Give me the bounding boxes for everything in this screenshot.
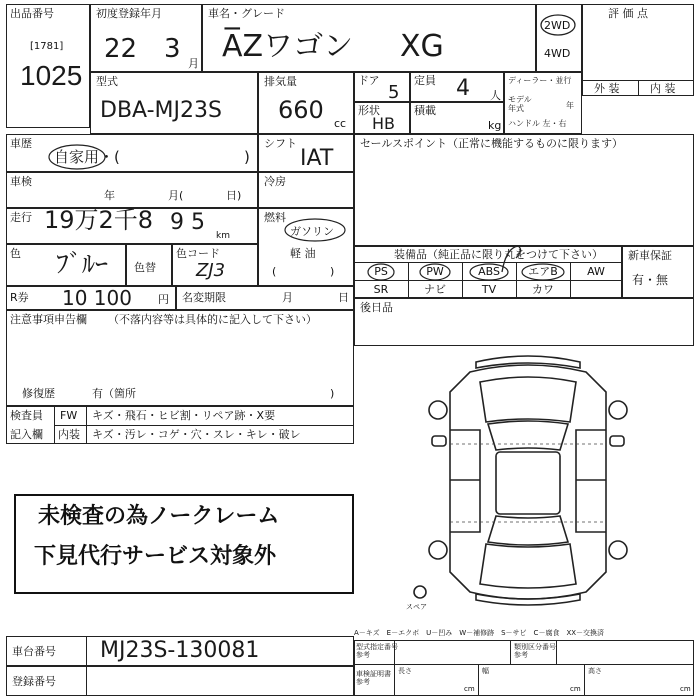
equip-abs: ABS [478,265,500,278]
notes-hint: （不落内容等は具体的に記入して下さい） [108,313,317,326]
shift-value: IAT [300,146,334,171]
mileage-value: 19万2千8 [44,206,154,234]
register-label: 登録番号 [12,675,56,688]
dealer-model-year: モデル 年式 [508,95,532,113]
fuel-paren-open: ( [272,265,277,278]
recycle-unit: 円 [158,293,169,306]
history-label: 車歴 [10,137,32,150]
selling-box [354,134,694,246]
equip-tv: TV [481,283,497,296]
fuel-label: 燃料 [264,211,286,224]
notes-label: 注意事項申告欄 [10,313,87,326]
equip-navi: ナビ [424,283,446,296]
namechange-day: 日 [338,291,349,304]
drive-2wd: 2WD [544,19,571,32]
namechange-month: 月 [282,291,293,304]
inspector-int: 内装 [58,428,80,441]
rating-ext: 外 装 [594,82,620,95]
register-box [6,666,354,696]
warranty-label: 新車保証 [628,249,672,262]
drive-2wd-circle [538,12,578,38]
inspection-month: 月( [168,189,184,202]
equipment-handmark [496,240,526,280]
dealer-handle: ハンドル 左・右 [508,119,567,128]
inspector-label2: 記入欄 [10,428,43,441]
inspector-label1: 検査員 [10,409,43,422]
equipment-label: 装備品（純正品に限り丸をつけて下さい） [394,248,603,261]
equip-ps: PS [374,265,388,278]
fuel-diesel: 軽 油 [290,247,316,260]
model-label: 型式 [96,75,118,88]
capacity-unit: 人 [490,89,501,102]
color-label: 色 [10,247,21,260]
door-value: 5 [388,82,400,103]
repair-value: 有（箇所 [92,387,136,400]
history-value: 自家用・( [54,148,120,166]
door-label: ドア [358,74,380,87]
repair-label: 修復歴 [22,387,55,400]
notice-line1: 未検査の為ノークレーム [38,504,280,529]
equip-airbag: エアB [528,265,558,278]
inspector-fw-text: キズ・飛石・ヒビ割・リペア跡・X要 [92,409,276,422]
recycle-label: R券 [10,291,29,304]
fuel-gas: ガソリン [290,225,334,238]
cert-length-unit: cm [464,685,475,693]
cert-length: 長さ [398,667,412,675]
chassis-value: MJ23S-130081 [100,638,260,663]
inspector-fw: FW [60,409,78,422]
shift-label: シフト [264,137,297,150]
rating-label: 評 価 点 [608,7,648,20]
color-change: 色替 [134,261,156,274]
drive-4wd: 4WD [544,47,571,60]
shape-value: HB [372,114,396,133]
namechange-label: 名変期限 [182,291,226,304]
carname-value: A̅Zワゴン [222,29,354,64]
reg-month-unit: 月 [188,57,199,70]
chassis-label: 車台番号 [12,645,56,658]
notice-line2: 下見代行サービス対象外 [34,544,277,569]
equip-airbag-circle [520,262,566,282]
displacement-unit: cc [334,117,347,130]
cert-height: 高さ [588,667,602,675]
cert-height-unit: cm [680,685,691,693]
capacity-value: 4 [456,76,470,101]
loading-unit: kg [488,119,502,132]
cert-width-unit: cm [570,685,581,693]
model-value: DBA-MJ23S [100,98,222,123]
color-code-label: 色コード [176,247,220,260]
warranty-value: 有・無 [632,273,669,287]
recycle-value: 10 100 [62,286,132,310]
car-diagram [410,352,646,610]
later-label: 後日品 [360,301,393,314]
reg-label: 初度登録年月 [96,7,162,20]
aircon-label: 冷房 [264,175,286,188]
inspection-day: 日) [226,189,242,202]
grade-value: XG [400,29,444,64]
capacity-label: 定員 [414,74,436,87]
dealer-label: ディーラー・並行 [508,76,572,85]
lot-sub: [1781] [30,41,64,52]
history-circle [46,142,108,172]
equip-aw: AW [587,265,605,278]
equip-leather: カワ [532,283,554,296]
loading-label: 積載 [414,104,436,117]
displacement-label: 排気量 [264,75,297,88]
selling-label: セールスポイント（正常に機能するものに限ります） [360,137,624,150]
repair-close: ) [330,387,335,400]
inspection-year: 年 [104,189,115,202]
fuel-paren-close: ) [330,265,335,278]
carname-label: 車名・グレード [208,7,285,20]
lot-label: 出品番号 [10,7,54,20]
later-box [354,298,694,346]
reg-month: 3 [164,34,181,64]
history-box [6,134,258,172]
equip-sr: SR [373,283,389,296]
color-code: ZJ3 [196,260,226,281]
color-value: ﾌﾞﾙｰ [56,250,109,280]
reg-year: 22 [104,34,138,64]
cert-model-ref: 型式指定番号 参考 [356,643,398,660]
inspection-label: 車検 [10,175,32,188]
fuel-gas-circle [282,216,348,244]
inspection-box [6,172,258,208]
mileage-unit: km [216,231,230,241]
cert-type-ref: 類別区分番号 参考 [514,643,556,660]
equip-pw-circle [418,262,452,282]
diagram-spare: スペア [406,603,427,611]
legend: A－キズ E－エクボ U－凹み W－補修跡 S－サビ C－腐食 XX－交換済 [354,629,605,637]
equip-pw: PW [426,265,444,278]
cert-label: 車検証明書 参考 [356,670,391,687]
lot-number: 1025 [20,60,83,91]
cert-width: 幅 [482,667,489,675]
shape-label: 形状 [358,104,380,117]
displacement-value: 660 [278,96,324,124]
equip-ps-circle [366,262,396,282]
mileage-value2: 9 5 [170,210,205,235]
rating-int: 内 装 [650,82,676,95]
inspector-int-text: キズ・汚レ・コゲ・穴・スレ・キレ・破レ [92,428,301,441]
mileage-label: 走行 [10,211,32,224]
dealer-year-unit: 年 [566,101,574,110]
history-close: ) [244,148,250,166]
